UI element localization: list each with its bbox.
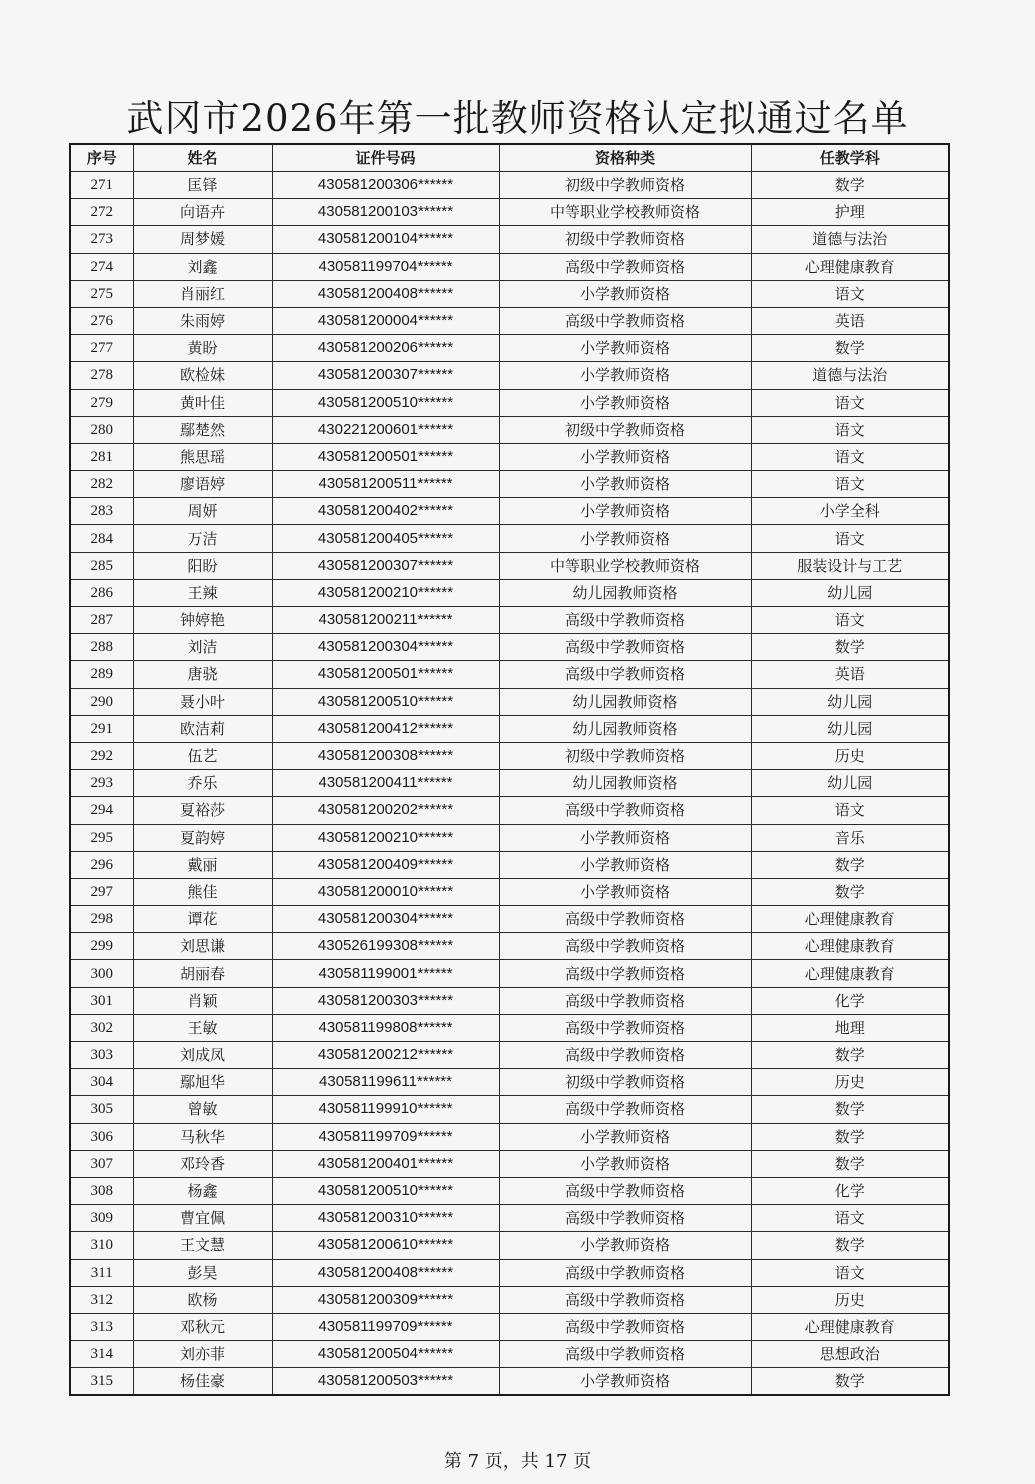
cell-seq: 288 <box>70 634 133 661</box>
cell-id-number: 430581200304****** <box>272 906 499 933</box>
cell-subject: 思想政治 <box>751 1341 949 1368</box>
cell-seq: 290 <box>70 688 133 715</box>
cell-subject: 服装设计与工艺 <box>751 552 949 579</box>
cell-qualification: 高级中学教师资格 <box>499 906 751 933</box>
cell-subject: 数学 <box>751 1368 949 1396</box>
cell-qualification: 中等职业学校教师资格 <box>499 552 751 579</box>
table-row <box>70 1286 949 1313</box>
cell-seq: 287 <box>70 607 133 634</box>
cell-id-number: 430581200202****** <box>272 797 499 824</box>
cell-subject: 语文 <box>751 607 949 634</box>
cell-name: 鄢楚然 <box>133 416 272 443</box>
cell-qualification: 小学教师资格 <box>499 1150 751 1177</box>
cell-id-number: 430581200511****** <box>272 471 499 498</box>
cell-name: 彭昊 <box>133 1259 272 1286</box>
cell-subject: 幼儿园 <box>751 715 949 742</box>
cell-seq: 292 <box>70 742 133 769</box>
table-row <box>70 688 949 715</box>
cell-qualification: 初级中学教师资格 <box>499 1069 751 1096</box>
cell-seq: 305 <box>70 1096 133 1123</box>
cell-id-number: 430581200412****** <box>272 715 499 742</box>
cell-name: 钟婷艳 <box>133 607 272 634</box>
cell-name: 欧洁莉 <box>133 715 272 742</box>
roster-table <box>69 143 950 1396</box>
cell-id-number: 430581200206****** <box>272 335 499 362</box>
cell-id-number: 430581200103****** <box>272 199 499 226</box>
cell-name: 周梦媛 <box>133 226 272 253</box>
table-row <box>70 607 949 634</box>
cell-name: 夏韵婷 <box>133 824 272 851</box>
cell-seq: 307 <box>70 1150 133 1177</box>
cell-qualification: 初级中学教师资格 <box>499 172 751 199</box>
cell-id-number: 430581200501****** <box>272 661 499 688</box>
cell-subject: 数学 <box>751 335 949 362</box>
cell-name: 万洁 <box>133 525 272 552</box>
table-row <box>70 199 949 226</box>
table-row <box>70 1123 949 1150</box>
cell-name: 王文慧 <box>133 1232 272 1259</box>
cell-subject: 历史 <box>751 1286 949 1313</box>
cell-qualification: 高级中学教师资格 <box>499 1205 751 1232</box>
cell-subject: 地理 <box>751 1014 949 1041</box>
cell-qualification: 幼儿园教师资格 <box>499 770 751 797</box>
table-row <box>70 987 949 1014</box>
cell-subject: 数学 <box>751 1042 949 1069</box>
cell-name: 胡丽春 <box>133 960 272 987</box>
cell-seq: 313 <box>70 1313 133 1340</box>
cell-qualification: 小学教师资格 <box>499 878 751 905</box>
cell-seq: 272 <box>70 199 133 226</box>
table-row <box>70 525 949 552</box>
cell-subject: 道德与法治 <box>751 362 949 389</box>
cell-subject: 道德与法治 <box>751 226 949 253</box>
table-row <box>70 770 949 797</box>
cell-id-number: 430581200212****** <box>272 1042 499 1069</box>
table-row <box>70 280 949 307</box>
cell-seq: 314 <box>70 1341 133 1368</box>
table-row <box>70 253 949 280</box>
cell-seq: 291 <box>70 715 133 742</box>
cell-name: 肖丽红 <box>133 280 272 307</box>
table-row <box>70 661 949 688</box>
cell-seq: 274 <box>70 253 133 280</box>
cell-seq: 284 <box>70 525 133 552</box>
cell-seq: 281 <box>70 443 133 470</box>
table-row <box>70 715 949 742</box>
cell-id-number: 430581199709****** <box>272 1313 499 1340</box>
cell-qualification: 小学教师资格 <box>499 824 751 851</box>
cell-qualification: 高级中学教师资格 <box>499 307 751 334</box>
table-row <box>70 1313 949 1340</box>
cell-qualification: 小学教师资格 <box>499 362 751 389</box>
cell-qualification: 小学教师资格 <box>499 1232 751 1259</box>
cell-id-number: 430581200402****** <box>272 498 499 525</box>
page-footer: 第 7 页，共 17 页 <box>443 1451 592 1472</box>
cell-seq: 310 <box>70 1232 133 1259</box>
cell-id-number: 430581199910****** <box>272 1096 499 1123</box>
cell-id-number: 430581200510****** <box>272 688 499 715</box>
cell-name: 杨佳豪 <box>133 1368 272 1396</box>
table-row <box>70 389 949 416</box>
cell-id-number: 430581200307****** <box>272 362 499 389</box>
cell-qualification: 幼儿园教师资格 <box>499 688 751 715</box>
cell-qualification: 高级中学教师资格 <box>499 960 751 987</box>
cell-name: 熊思瑶 <box>133 443 272 470</box>
cell-subject: 音乐 <box>751 824 949 851</box>
cell-seq: 299 <box>70 933 133 960</box>
cell-seq: 271 <box>70 172 133 199</box>
cell-name: 乔乐 <box>133 770 272 797</box>
cell-name: 廖语婷 <box>133 471 272 498</box>
cell-qualification: 中等职业学校教师资格 <box>499 199 751 226</box>
cell-name: 刘洁 <box>133 634 272 661</box>
cell-id-number: 430581200405****** <box>272 525 499 552</box>
cell-name: 唐骁 <box>133 661 272 688</box>
cell-subject: 幼儿园 <box>751 770 949 797</box>
cell-subject: 语文 <box>751 1259 949 1286</box>
cell-qualification: 小学教师资格 <box>499 280 751 307</box>
cell-seq: 286 <box>70 579 133 606</box>
cell-name: 曹宜佩 <box>133 1205 272 1232</box>
cell-subject: 护理 <box>751 199 949 226</box>
cell-subject: 数学 <box>751 851 949 878</box>
cell-subject: 数学 <box>751 172 949 199</box>
cell-seq: 275 <box>70 280 133 307</box>
cell-id-number: 430581200503****** <box>272 1368 499 1396</box>
cell-subject: 语文 <box>751 525 949 552</box>
cell-qualification: 高级中学教师资格 <box>499 1259 751 1286</box>
cell-qualification: 小学教师资格 <box>499 389 751 416</box>
cell-id-number: 430581200210****** <box>272 824 499 851</box>
cell-name: 黄叶佳 <box>133 389 272 416</box>
cell-subject: 数学 <box>751 1150 949 1177</box>
cell-name: 阳盼 <box>133 552 272 579</box>
cell-qualification: 初级中学教师资格 <box>499 416 751 443</box>
cell-name: 周妍 <box>133 498 272 525</box>
table-row <box>70 416 949 443</box>
table-row <box>70 878 949 905</box>
cell-id-number: 430581200504****** <box>272 1341 499 1368</box>
cell-subject: 语文 <box>751 416 949 443</box>
cell-id-number: 430581200610****** <box>272 1232 499 1259</box>
cell-seq: 285 <box>70 552 133 579</box>
cell-id-number: 430581200004****** <box>272 307 499 334</box>
cell-seq: 306 <box>70 1123 133 1150</box>
cell-seq: 309 <box>70 1205 133 1232</box>
cell-id-number: 430581200010****** <box>272 878 499 905</box>
cell-id-number: 430581200408****** <box>272 1259 499 1286</box>
cell-qualification: 小学教师资格 <box>499 1123 751 1150</box>
table-row <box>70 1177 949 1204</box>
cell-subject: 心理健康教育 <box>751 906 949 933</box>
cell-seq: 289 <box>70 661 133 688</box>
header-subject: 任教学科 <box>751 144 949 172</box>
cell-seq: 282 <box>70 471 133 498</box>
header-qualification: 资格种类 <box>499 144 751 172</box>
cell-name: 谭花 <box>133 906 272 933</box>
cell-subject: 语文 <box>751 443 949 470</box>
cell-qualification: 小学教师资格 <box>499 443 751 470</box>
table-row <box>70 1341 949 1368</box>
cell-id-number: 430581200501****** <box>272 443 499 470</box>
cell-qualification: 高级中学教师资格 <box>499 1341 751 1368</box>
header-name: 姓名 <box>133 144 272 172</box>
table-row <box>70 226 949 253</box>
cell-seq: 311 <box>70 1259 133 1286</box>
table-row <box>70 471 949 498</box>
cell-seq: 273 <box>70 226 133 253</box>
cell-qualification: 高级中学教师资格 <box>499 1286 751 1313</box>
table-row <box>70 1232 949 1259</box>
cell-qualification: 高级中学教师资格 <box>499 987 751 1014</box>
cell-qualification: 高级中学教师资格 <box>499 253 751 280</box>
table-row <box>70 579 949 606</box>
cell-seq: 301 <box>70 987 133 1014</box>
cell-seq: 315 <box>70 1368 133 1396</box>
cell-name: 鄢旭华 <box>133 1069 272 1096</box>
cell-subject: 数学 <box>751 634 949 661</box>
cell-name: 刘思谦 <box>133 933 272 960</box>
cell-name: 王辣 <box>133 579 272 606</box>
cell-subject: 心理健康教育 <box>751 253 949 280</box>
cell-name: 夏裕莎 <box>133 797 272 824</box>
cell-id-number: 430581200304****** <box>272 634 499 661</box>
cell-seq: 303 <box>70 1042 133 1069</box>
cell-qualification: 小学教师资格 <box>499 1368 751 1396</box>
cell-seq: 300 <box>70 960 133 987</box>
cell-seq: 302 <box>70 1014 133 1041</box>
cell-subject: 历史 <box>751 1069 949 1096</box>
table-row <box>70 851 949 878</box>
cell-id-number: 430221200601****** <box>272 416 499 443</box>
table-row <box>70 362 949 389</box>
cell-subject: 数学 <box>751 1232 949 1259</box>
cell-qualification: 高级中学教师资格 <box>499 1014 751 1041</box>
table-row <box>70 1014 949 1041</box>
cell-id-number: 430581200210****** <box>272 579 499 606</box>
cell-subject: 小学全科 <box>751 498 949 525</box>
cell-qualification: 高级中学教师资格 <box>499 933 751 960</box>
cell-name: 邓秋元 <box>133 1313 272 1340</box>
cell-id-number: 430581199704****** <box>272 253 499 280</box>
cell-qualification: 初级中学教师资格 <box>499 226 751 253</box>
cell-name: 王敏 <box>133 1014 272 1041</box>
cell-seq: 308 <box>70 1177 133 1204</box>
cell-qualification: 小学教师资格 <box>499 335 751 362</box>
cell-id-number: 430526199308****** <box>272 933 499 960</box>
cell-name: 熊佳 <box>133 878 272 905</box>
cell-seq: 312 <box>70 1286 133 1313</box>
cell-seq: 278 <box>70 362 133 389</box>
cell-subject: 心理健康教育 <box>751 960 949 987</box>
cell-qualification: 小学教师资格 <box>499 471 751 498</box>
cell-id-number: 430581200308****** <box>272 742 499 769</box>
cell-name: 向语卉 <box>133 199 272 226</box>
table-row <box>70 1069 949 1096</box>
cell-subject: 语文 <box>751 1205 949 1232</box>
cell-id-number: 430581199709****** <box>272 1123 499 1150</box>
cell-id-number: 430581200401****** <box>272 1150 499 1177</box>
cell-subject: 化学 <box>751 1177 949 1204</box>
table-row <box>70 335 949 362</box>
cell-qualification: 高级中学教师资格 <box>499 1042 751 1069</box>
cell-name: 朱雨婷 <box>133 307 272 334</box>
cell-qualification: 高级中学教师资格 <box>499 661 751 688</box>
cell-subject: 幼儿园 <box>751 579 949 606</box>
cell-qualification: 小学教师资格 <box>499 498 751 525</box>
cell-seq: 276 <box>70 307 133 334</box>
table-row <box>70 172 949 199</box>
cell-seq: 283 <box>70 498 133 525</box>
table-row <box>70 960 949 987</box>
cell-qualification: 高级中学教师资格 <box>499 634 751 661</box>
cell-qualification: 高级中学教师资格 <box>499 1096 751 1123</box>
cell-id-number: 430581200408****** <box>272 280 499 307</box>
cell-id-number: 430581200510****** <box>272 1177 499 1204</box>
cell-subject: 数学 <box>751 1096 949 1123</box>
table-row <box>70 824 949 851</box>
cell-subject: 语文 <box>751 471 949 498</box>
cell-subject: 英语 <box>751 307 949 334</box>
table-row <box>70 307 949 334</box>
document-title: 武冈市2026年第一批教师资格认定拟通过名单 <box>126 97 909 140</box>
cell-name: 匡铎 <box>133 172 272 199</box>
cell-seq: 280 <box>70 416 133 443</box>
table-row <box>70 634 949 661</box>
table-body <box>70 172 949 1396</box>
cell-name: 欧检妹 <box>133 362 272 389</box>
header-seq: 序号 <box>70 144 133 172</box>
table-row <box>70 1259 949 1286</box>
table-row <box>70 1096 949 1123</box>
cell-name: 聂小叶 <box>133 688 272 715</box>
table-row <box>70 1205 949 1232</box>
cell-name: 刘成凤 <box>133 1042 272 1069</box>
cell-qualification: 高级中学教师资格 <box>499 607 751 634</box>
cell-id-number: 430581200411****** <box>272 770 499 797</box>
cell-subject: 历史 <box>751 742 949 769</box>
cell-id-number: 430581200307****** <box>272 552 499 579</box>
cell-qualification: 高级中学教师资格 <box>499 1177 751 1204</box>
cell-subject: 数学 <box>751 878 949 905</box>
cell-seq: 295 <box>70 824 133 851</box>
cell-subject: 语文 <box>751 280 949 307</box>
cell-subject: 化学 <box>751 987 949 1014</box>
table-row <box>70 797 949 824</box>
table-row <box>70 742 949 769</box>
cell-seq: 293 <box>70 770 133 797</box>
cell-seq: 294 <box>70 797 133 824</box>
header-id-number: 证件号码 <box>272 144 499 172</box>
cell-seq: 297 <box>70 878 133 905</box>
cell-name: 刘鑫 <box>133 253 272 280</box>
cell-subject: 语文 <box>751 797 949 824</box>
cell-seq: 277 <box>70 335 133 362</box>
cell-subject: 心理健康教育 <box>751 933 949 960</box>
cell-id-number: 430581200303****** <box>272 987 499 1014</box>
cell-subject: 心理健康教育 <box>751 1313 949 1340</box>
cell-name: 刘亦菲 <box>133 1341 272 1368</box>
cell-id-number: 430581200306****** <box>272 172 499 199</box>
table-row <box>70 498 949 525</box>
cell-qualification: 初级中学教师资格 <box>499 742 751 769</box>
cell-name: 戴丽 <box>133 851 272 878</box>
cell-seq: 298 <box>70 906 133 933</box>
cell-name: 黄盼 <box>133 335 272 362</box>
table-row <box>70 1042 949 1069</box>
cell-id-number: 430581200309****** <box>272 1286 499 1313</box>
cell-id-number: 430581199808****** <box>272 1014 499 1041</box>
cell-qualification: 高级中学教师资格 <box>499 1313 751 1340</box>
cell-subject: 语文 <box>751 389 949 416</box>
cell-name: 伍艺 <box>133 742 272 769</box>
cell-name: 肖颖 <box>133 987 272 1014</box>
cell-subject: 英语 <box>751 661 949 688</box>
cell-qualification: 小学教师资格 <box>499 851 751 878</box>
cell-seq: 296 <box>70 851 133 878</box>
cell-name: 杨鑫 <box>133 1177 272 1204</box>
cell-qualification: 高级中学教师资格 <box>499 797 751 824</box>
cell-subject: 数学 <box>751 1123 949 1150</box>
cell-qualification: 幼儿园教师资格 <box>499 579 751 606</box>
cell-id-number: 430581199611****** <box>272 1069 499 1096</box>
cell-id-number: 430581200510****** <box>272 389 499 416</box>
table-header-row <box>70 144 949 172</box>
cell-seq: 304 <box>70 1069 133 1096</box>
cell-seq: 279 <box>70 389 133 416</box>
cell-subject: 幼儿园 <box>751 688 949 715</box>
cell-id-number: 430581200409****** <box>272 851 499 878</box>
cell-name: 曾敏 <box>133 1096 272 1123</box>
cell-name: 马秋华 <box>133 1123 272 1150</box>
cell-name: 邓玲香 <box>133 1150 272 1177</box>
cell-qualification: 幼儿园教师资格 <box>499 715 751 742</box>
cell-id-number: 430581200211****** <box>272 607 499 634</box>
cell-qualification: 小学教师资格 <box>499 525 751 552</box>
table-row <box>70 552 949 579</box>
cell-name: 欧杨 <box>133 1286 272 1313</box>
table-row <box>70 1150 949 1177</box>
table-row <box>70 1368 949 1396</box>
table-row <box>70 933 949 960</box>
table-row <box>70 906 949 933</box>
cell-id-number: 430581199001****** <box>272 960 499 987</box>
cell-id-number: 430581200104****** <box>272 226 499 253</box>
table-row <box>70 443 949 470</box>
cell-id-number: 430581200310****** <box>272 1205 499 1232</box>
